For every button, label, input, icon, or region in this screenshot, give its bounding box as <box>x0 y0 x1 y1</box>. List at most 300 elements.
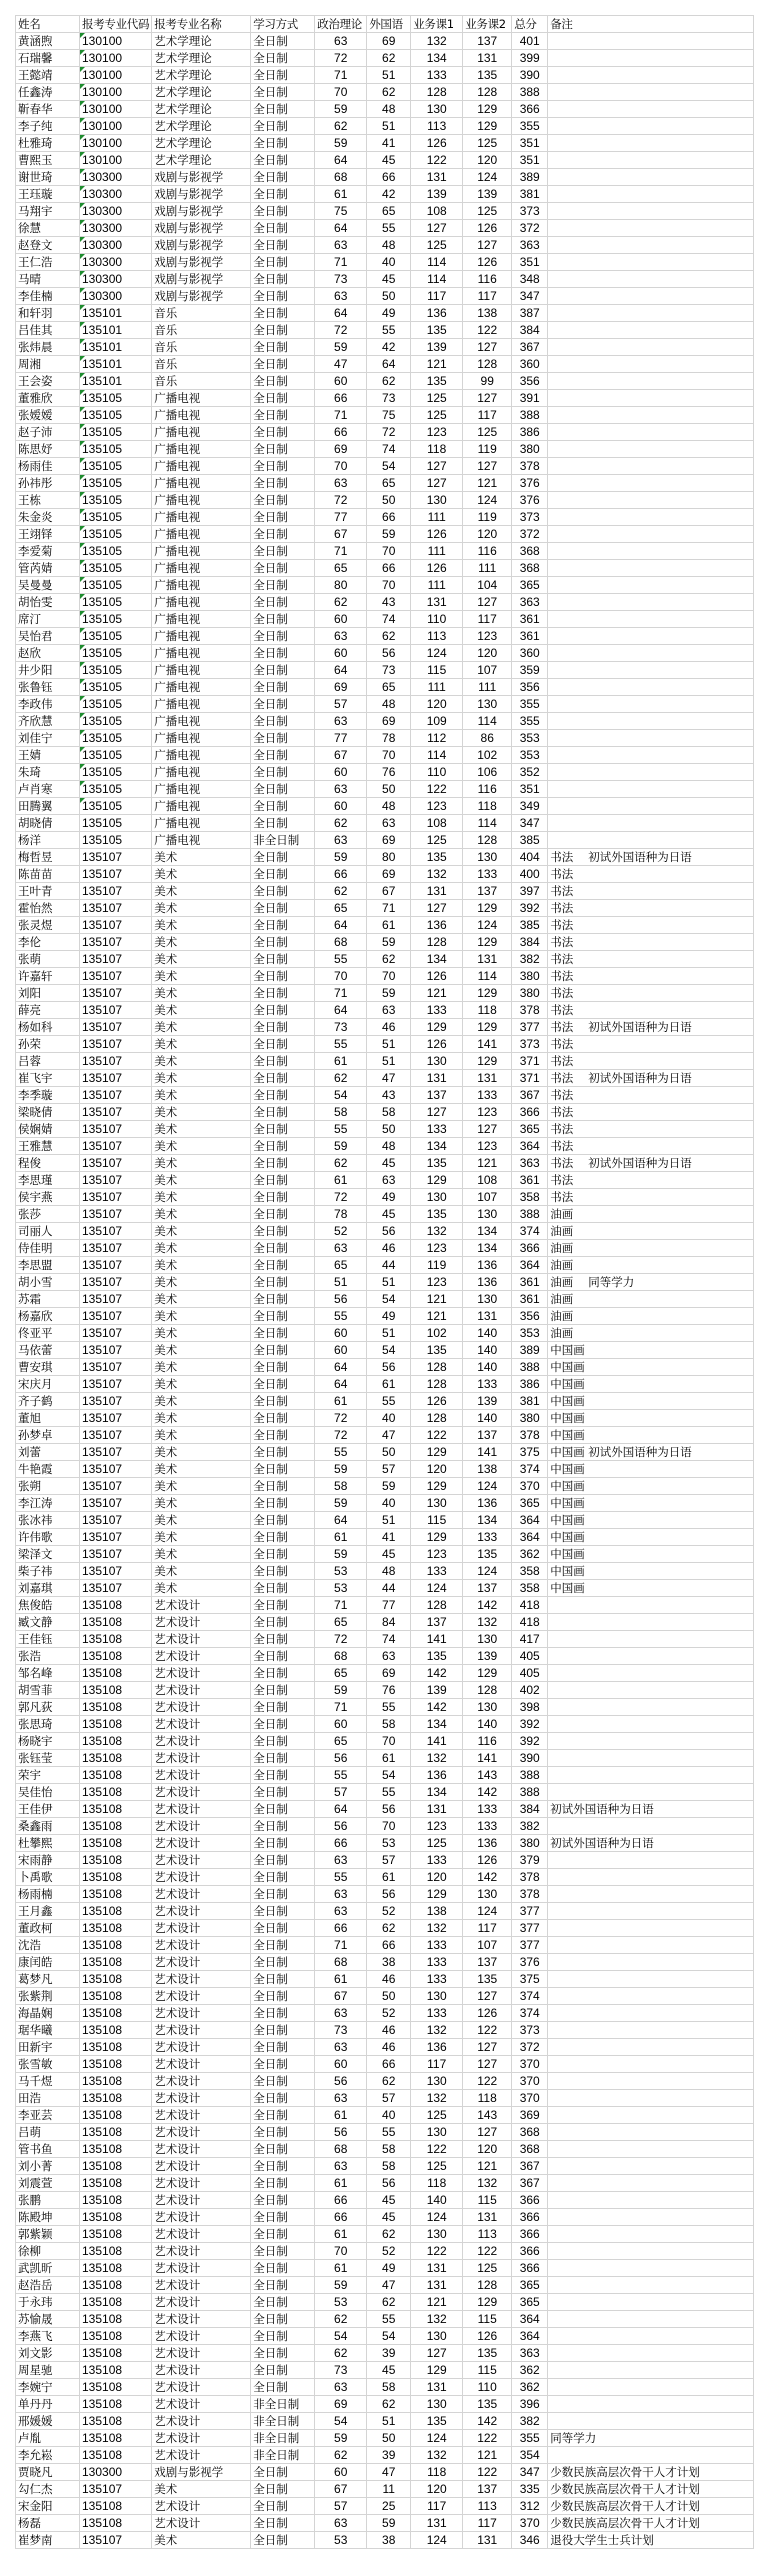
cell-total[interactable]: 374 <box>512 1223 548 1240</box>
cell-course-2[interactable]: 122 <box>463 322 512 339</box>
cell-major-code[interactable]: 135105 <box>80 407 152 424</box>
cell-name[interactable]: 梁晓倩 <box>16 1104 80 1121</box>
cell-foreign-language[interactable]: 58 <box>367 1104 411 1121</box>
cell-foreign-language[interactable]: 57 <box>367 2090 411 2107</box>
cell-course-1[interactable]: 139 <box>411 339 463 356</box>
cell-major-name[interactable]: 美术 <box>152 1410 251 1427</box>
cell-major-name[interactable]: 艺术设计 <box>152 2328 251 2345</box>
cell-politics[interactable]: 63 <box>315 2039 367 2056</box>
cell-name[interactable]: 席汀 <box>16 611 80 628</box>
cell-major-code[interactable]: 135108 <box>80 1988 152 2005</box>
cell-course-1[interactable]: 130 <box>411 2226 463 2243</box>
cell-major-code[interactable]: 135108 <box>80 2413 152 2430</box>
cell-major-name[interactable]: 美术 <box>152 1053 251 1070</box>
cell-remarks[interactable] <box>548 968 754 985</box>
cell-major-code[interactable]: 135107 <box>80 934 152 951</box>
cell-remarks[interactable] <box>548 696 754 713</box>
cell-course-1[interactable]: 137 <box>411 1087 463 1104</box>
cell-major-name[interactable]: 广播电视 <box>152 798 251 815</box>
cell-total[interactable]: 347 <box>512 288 548 305</box>
cell-study-mode[interactable]: 全日制 <box>251 611 315 628</box>
cell-foreign-language[interactable]: 50 <box>367 1121 411 1138</box>
cell-major-code[interactable]: 135108 <box>80 1614 152 1631</box>
cell-remarks[interactable] <box>548 509 754 526</box>
cell-politics[interactable]: 55 <box>315 1121 367 1138</box>
cell-politics[interactable]: 53 <box>315 2294 367 2311</box>
cell-total[interactable]: 384 <box>512 1801 548 1818</box>
cell-major-name[interactable]: 艺术设计 <box>152 1971 251 1988</box>
cell-foreign-language[interactable]: 63 <box>367 1002 411 1019</box>
cell-course-1[interactable]: 133 <box>411 1954 463 1971</box>
cell-course-2[interactable]: 118 <box>463 2090 512 2107</box>
cell-major-name[interactable]: 艺术设计 <box>152 2175 251 2192</box>
cell-course-2[interactable]: 130 <box>463 696 512 713</box>
cell-course-1[interactable]: 135 <box>411 1206 463 1223</box>
cell-foreign-language[interactable]: 45 <box>367 271 411 288</box>
cell-major-code[interactable]: 135107 <box>80 1325 152 1342</box>
cell-major-code[interactable]: 135108 <box>80 1801 152 1818</box>
cell-major-code[interactable]: 135108 <box>80 2209 152 2226</box>
cell-course-1[interactable]: 117 <box>411 288 463 305</box>
cell-remarks[interactable] <box>548 2362 754 2379</box>
cell-remarks[interactable] <box>548 2243 754 2260</box>
cell-name[interactable]: 陈殿坤 <box>16 2209 80 2226</box>
cell-major-code[interactable]: 135108 <box>80 2090 152 2107</box>
cell-total[interactable]: 361 <box>512 1172 548 1189</box>
cell-politics[interactable]: 63 <box>315 2515 367 2532</box>
cell-study-mode[interactable]: 全日制 <box>251 1784 315 1801</box>
cell-remarks[interactable] <box>548 1138 754 1155</box>
cell-politics[interactable]: 69 <box>315 441 367 458</box>
cell-name[interactable]: 刘文影 <box>16 2345 80 2362</box>
cell-name[interactable]: 田腾翼 <box>16 798 80 815</box>
cell-foreign-language[interactable]: 50 <box>367 2430 411 2447</box>
cell-foreign-language[interactable]: 84 <box>367 1614 411 1631</box>
cell-politics[interactable]: 59 <box>315 849 367 866</box>
cell-total[interactable]: 366 <box>512 2192 548 2209</box>
cell-course-2[interactable]: 122 <box>463 2430 512 2447</box>
cell-politics[interactable]: 58 <box>315 1478 367 1495</box>
cell-course-2[interactable]: 143 <box>463 2107 512 2124</box>
cell-course-2[interactable]: 120 <box>463 645 512 662</box>
cell-study-mode[interactable]: 全日制 <box>251 1257 315 1274</box>
cell-remarks[interactable] <box>548 135 754 152</box>
cell-course-2[interactable]: 111 <box>463 560 512 577</box>
cell-major-code[interactable]: 135108 <box>80 1869 152 1886</box>
cell-total[interactable]: 368 <box>512 560 548 577</box>
cell-total[interactable]: 365 <box>512 1495 548 1512</box>
cell-total[interactable]: 400 <box>512 866 548 883</box>
cell-politics[interactable]: 64 <box>315 152 367 169</box>
cell-major-name[interactable]: 广播电视 <box>152 543 251 560</box>
cell-major-name[interactable]: 艺术设计 <box>152 2209 251 2226</box>
cell-course-2[interactable]: 127 <box>463 1121 512 1138</box>
cell-total[interactable]: 391 <box>512 390 548 407</box>
cell-major-name[interactable]: 艺术设计 <box>152 2158 251 2175</box>
cell-remarks[interactable] <box>548 1597 754 1614</box>
cell-foreign-language[interactable]: 56 <box>367 1886 411 1903</box>
cell-total[interactable]: 388 <box>512 1359 548 1376</box>
cell-politics[interactable]: 60 <box>315 1325 367 1342</box>
cell-politics[interactable]: 59 <box>315 135 367 152</box>
cell-name[interactable]: 胡小雪 <box>16 1274 80 1291</box>
cell-remarks[interactable] <box>548 475 754 492</box>
cell-course-1[interactable]: 134 <box>411 1716 463 1733</box>
cell-foreign-language[interactable]: 69 <box>367 713 411 730</box>
cell-study-mode[interactable]: 全日制 <box>251 475 315 492</box>
cell-study-mode[interactable]: 全日制 <box>251 492 315 509</box>
cell-major-name[interactable]: 广播电视 <box>152 645 251 662</box>
cell-name[interactable]: 刘阳 <box>16 985 80 1002</box>
cell-foreign-language[interactable]: 48 <box>367 696 411 713</box>
cell-total[interactable]: 370 <box>512 2073 548 2090</box>
cell-name[interactable]: 张萌 <box>16 951 80 968</box>
cell-name[interactable]: 臧文静 <box>16 1614 80 1631</box>
cell-name[interactable]: 吕萌 <box>16 2124 80 2141</box>
cell-politics[interactable]: 70 <box>315 458 367 475</box>
cell-foreign-language[interactable]: 49 <box>367 305 411 322</box>
cell-course-2[interactable]: 127 <box>463 1988 512 2005</box>
cell-remarks[interactable] <box>548 1036 754 1053</box>
cell-major-code[interactable]: 135105 <box>80 543 152 560</box>
cell-name[interactable]: 郭凡荻 <box>16 1699 80 1716</box>
cell-name[interactable]: 曹安琪 <box>16 1359 80 1376</box>
cell-major-code[interactable]: 135108 <box>80 2515 152 2532</box>
cell-course-1[interactable]: 126 <box>411 560 463 577</box>
cell-major-code[interactable]: 135107 <box>80 883 152 900</box>
cell-politics[interactable]: 68 <box>315 169 367 186</box>
cell-remarks[interactable] <box>548 1886 754 1903</box>
cell-major-name[interactable]: 戏剧与影视学 <box>152 169 251 186</box>
cell-course-1[interactable]: 139 <box>411 1682 463 1699</box>
cell-study-mode[interactable]: 全日制 <box>251 645 315 662</box>
cell-remarks[interactable] <box>548 1053 754 1070</box>
cell-name[interactable]: 牛艳霞 <box>16 1461 80 1478</box>
cell-remarks[interactable] <box>548 1767 754 1784</box>
cell-foreign-language[interactable]: 74 <box>367 441 411 458</box>
cell-remarks[interactable] <box>548 84 754 101</box>
cell-course-2[interactable]: 107 <box>463 1189 512 1206</box>
cell-total[interactable]: 379 <box>512 1852 548 1869</box>
cell-remarks[interactable] <box>548 2379 754 2396</box>
cell-name[interactable]: 胡晓倩 <box>16 815 80 832</box>
cell-course-2[interactable]: 124 <box>463 169 512 186</box>
cell-major-name[interactable]: 戏剧与影视学 <box>152 288 251 305</box>
cell-course-1[interactable]: 131 <box>411 169 463 186</box>
cell-politics[interactable]: 64 <box>315 1359 367 1376</box>
cell-study-mode[interactable]: 全日制 <box>251 798 315 815</box>
cell-foreign-language[interactable]: 76 <box>367 1682 411 1699</box>
cell-course-2[interactable]: 121 <box>463 1155 512 1172</box>
cell-name[interactable]: 石瑞馨 <box>16 50 80 67</box>
cell-name[interactable]: 张鹏 <box>16 2192 80 2209</box>
cell-politics[interactable]: 63 <box>315 781 367 798</box>
cell-remarks[interactable] <box>548 764 754 781</box>
cell-foreign-language[interactable]: 50 <box>367 1988 411 2005</box>
cell-foreign-language[interactable]: 55 <box>367 1393 411 1410</box>
cell-major-code[interactable]: 135105 <box>80 424 152 441</box>
cell-major-name[interactable]: 美术 <box>152 883 251 900</box>
cell-foreign-language[interactable]: 70 <box>367 577 411 594</box>
cell-major-name[interactable]: 戏剧与影视学 <box>152 203 251 220</box>
cell-remarks[interactable] <box>548 1648 754 1665</box>
cell-name[interactable]: 赵子沛 <box>16 424 80 441</box>
cell-major-name[interactable]: 艺术设计 <box>152 1869 251 1886</box>
cell-foreign-language[interactable]: 66 <box>367 560 411 577</box>
cell-name[interactable]: 宋庆月 <box>16 1376 80 1393</box>
cell-total[interactable]: 351 <box>512 781 548 798</box>
cell-major-code[interactable]: 135105 <box>80 628 152 645</box>
cell-total[interactable]: 365 <box>512 2277 548 2294</box>
cell-course-1[interactable]: 130 <box>411 492 463 509</box>
cell-name[interactable]: 刘小菁 <box>16 2158 80 2175</box>
cell-course-2[interactable]: 127 <box>463 339 512 356</box>
cell-politics[interactable]: 67 <box>315 1988 367 2005</box>
cell-major-name[interactable]: 广播电视 <box>152 747 251 764</box>
cell-course-2[interactable]: 131 <box>463 951 512 968</box>
cell-remarks[interactable] <box>548 2056 754 2073</box>
cell-major-code[interactable]: 135108 <box>80 2005 152 2022</box>
cell-course-1[interactable]: 129 <box>411 1019 463 1036</box>
cell-course-2[interactable]: 115 <box>463 2362 512 2379</box>
cell-major-name[interactable]: 艺术设计 <box>152 2073 251 2090</box>
cell-major-code[interactable]: 135107 <box>80 1308 152 1325</box>
cell-foreign-language[interactable]: 65 <box>367 679 411 696</box>
cell-course-1[interactable]: 135 <box>411 322 463 339</box>
cell-study-mode[interactable]: 非全日制 <box>251 2430 315 2447</box>
cell-course-1[interactable]: 111 <box>411 543 463 560</box>
cell-major-name[interactable]: 戏剧与影视学 <box>152 2464 251 2481</box>
cell-course-1[interactable]: 135 <box>411 2413 463 2430</box>
cell-course-2[interactable]: 137 <box>463 1580 512 1597</box>
cell-major-name[interactable]: 美术 <box>152 968 251 985</box>
cell-course-2[interactable]: 119 <box>463 509 512 526</box>
cell-major-name[interactable]: 美术 <box>152 1325 251 1342</box>
cell-name[interactable]: 侯宇燕 <box>16 1189 80 1206</box>
cell-name[interactable]: 焦俊皓 <box>16 1597 80 1614</box>
cell-remarks[interactable] <box>548 1206 754 1223</box>
cell-course-1[interactable]: 123 <box>411 1546 463 1563</box>
cell-foreign-language[interactable]: 11 <box>367 2481 411 2498</box>
cell-remarks[interactable] <box>548 900 754 917</box>
cell-major-code[interactable]: 135108 <box>80 2192 152 2209</box>
cell-politics[interactable]: 56 <box>315 2124 367 2141</box>
cell-politics[interactable]: 55 <box>315 1036 367 1053</box>
cell-politics[interactable]: 65 <box>315 560 367 577</box>
cell-foreign-language[interactable]: 69 <box>367 33 411 50</box>
cell-foreign-language[interactable]: 56 <box>367 1801 411 1818</box>
cell-total[interactable]: 358 <box>512 1189 548 1206</box>
cell-major-name[interactable]: 戏剧与影视学 <box>152 237 251 254</box>
cell-study-mode[interactable]: 全日制 <box>251 1053 315 1070</box>
cell-study-mode[interactable]: 全日制 <box>251 951 315 968</box>
cell-major-name[interactable]: 美术 <box>152 1019 251 1036</box>
cell-remarks[interactable] <box>548 1954 754 1971</box>
cell-total[interactable]: 377 <box>512 1920 548 1937</box>
cell-name[interactable]: 张紫荆 <box>16 1988 80 2005</box>
cell-major-name[interactable]: 艺术设计 <box>152 1835 251 1852</box>
cell-course-2[interactable]: 124 <box>463 1563 512 1580</box>
cell-name[interactable]: 任鑫涛 <box>16 84 80 101</box>
cell-major-name[interactable]: 音乐 <box>152 373 251 390</box>
header-name[interactable]: 姓名 <box>16 16 80 33</box>
cell-course-2[interactable]: 135 <box>463 2396 512 2413</box>
cell-major-code[interactable]: 130300 <box>80 169 152 186</box>
cell-study-mode[interactable]: 全日制 <box>251 441 315 458</box>
cell-major-code[interactable]: 135108 <box>80 1597 152 1614</box>
cell-course-1[interactable]: 131 <box>411 594 463 611</box>
cell-remarks[interactable] <box>548 1223 754 1240</box>
cell-politics[interactable]: 71 <box>315 1699 367 1716</box>
cell-course-2[interactable]: 133 <box>463 1087 512 1104</box>
header-major-name[interactable]: 报考专业名称 <box>152 16 251 33</box>
cell-remarks[interactable] <box>548 1274 754 1291</box>
cell-name[interactable]: 葛梦凡 <box>16 1971 80 1988</box>
cell-name[interactable]: 刘嘉琪 <box>16 1580 80 1597</box>
cell-study-mode[interactable]: 全日制 <box>251 1648 315 1665</box>
cell-study-mode[interactable]: 全日制 <box>251 1002 315 1019</box>
cell-name[interactable]: 孙荣 <box>16 1036 80 1053</box>
cell-politics[interactable]: 77 <box>315 509 367 526</box>
cell-major-code[interactable]: 135107 <box>80 866 152 883</box>
cell-remarks[interactable] <box>548 118 754 135</box>
cell-major-code[interactable]: 135105 <box>80 611 152 628</box>
cell-major-name[interactable]: 音乐 <box>152 305 251 322</box>
cell-total[interactable]: 373 <box>512 509 548 526</box>
cell-total[interactable]: 371 <box>512 1070 548 1087</box>
cell-course-2[interactable]: 114 <box>463 713 512 730</box>
cell-major-code[interactable]: 135108 <box>80 2379 152 2396</box>
cell-major-name[interactable]: 艺术设计 <box>152 1920 251 1937</box>
cell-politics[interactable]: 62 <box>315 118 367 135</box>
cell-study-mode[interactable]: 全日制 <box>251 2481 315 2498</box>
cell-total[interactable]: 351 <box>512 254 548 271</box>
cell-major-code[interactable]: 135108 <box>80 1852 152 1869</box>
cell-remarks[interactable] <box>548 1512 754 1529</box>
cell-politics[interactable]: 66 <box>315 390 367 407</box>
cell-name[interactable]: 张思琦 <box>16 1716 80 1733</box>
cell-course-2[interactable]: 141 <box>463 1444 512 1461</box>
cell-name[interactable]: 荣宇 <box>16 1767 80 1784</box>
cell-remarks[interactable] <box>548 543 754 560</box>
cell-foreign-language[interactable]: 48 <box>367 1138 411 1155</box>
cell-major-code[interactable]: 135108 <box>80 1648 152 1665</box>
cell-study-mode[interactable]: 全日制 <box>251 2328 315 2345</box>
cell-remarks[interactable] <box>548 1716 754 1733</box>
cell-study-mode[interactable]: 全日制 <box>251 1801 315 1818</box>
cell-study-mode[interactable]: 全日制 <box>251 458 315 475</box>
cell-study-mode[interactable]: 全日制 <box>251 560 315 577</box>
cell-remarks[interactable] <box>548 1478 754 1495</box>
cell-foreign-language[interactable]: 56 <box>367 2175 411 2192</box>
cell-politics[interactable]: 59 <box>315 1138 367 1155</box>
cell-remarks[interactable] <box>548 2396 754 2413</box>
cell-politics[interactable]: 64 <box>315 305 367 322</box>
cell-major-name[interactable]: 艺术学理论 <box>152 33 251 50</box>
cell-major-name[interactable]: 艺术设计 <box>152 1682 251 1699</box>
cell-remarks[interactable] <box>548 1665 754 1682</box>
cell-major-code[interactable]: 130100 <box>80 84 152 101</box>
cell-course-1[interactable]: 117 <box>411 2056 463 2073</box>
cell-politics[interactable]: 66 <box>315 424 367 441</box>
cell-study-mode[interactable]: 全日制 <box>251 1104 315 1121</box>
cell-major-code[interactable]: 135105 <box>80 662 152 679</box>
cell-name[interactable]: 杨晓宇 <box>16 1733 80 1750</box>
cell-name[interactable]: 刘蕾 <box>16 1444 80 1461</box>
cell-total[interactable]: 376 <box>512 475 548 492</box>
cell-remarks[interactable] <box>548 2311 754 2328</box>
cell-remarks[interactable] <box>548 2022 754 2039</box>
cell-politics[interactable]: 62 <box>315 815 367 832</box>
cell-major-code[interactable]: 135107 <box>80 1121 152 1138</box>
cell-course-2[interactable]: 138 <box>463 1461 512 1478</box>
cell-name[interactable]: 梅哲昱 <box>16 849 80 866</box>
cell-total[interactable]: 356 <box>512 373 548 390</box>
cell-major-code[interactable]: 135108 <box>80 1937 152 1954</box>
cell-course-2[interactable]: 116 <box>463 1733 512 1750</box>
cell-remarks[interactable] <box>548 730 754 747</box>
cell-politics[interactable]: 51 <box>315 1274 367 1291</box>
cell-remarks[interactable] <box>548 390 754 407</box>
cell-study-mode[interactable]: 全日制 <box>251 254 315 271</box>
cell-course-1[interactable]: 111 <box>411 679 463 696</box>
cell-remarks[interactable] <box>548 2481 754 2498</box>
cell-major-name[interactable]: 美术 <box>152 849 251 866</box>
cell-study-mode[interactable]: 全日制 <box>251 1733 315 1750</box>
cell-study-mode[interactable]: 全日制 <box>251 1886 315 1903</box>
cell-name[interactable]: 李亚芸 <box>16 2107 80 2124</box>
cell-course-1[interactable]: 140 <box>411 2192 463 2209</box>
cell-foreign-language[interactable]: 55 <box>367 1699 411 1716</box>
cell-name[interactable]: 李伦 <box>16 934 80 951</box>
cell-foreign-language[interactable]: 51 <box>367 1274 411 1291</box>
cell-course-2[interactable]: 126 <box>463 1852 512 1869</box>
cell-remarks[interactable] <box>548 832 754 849</box>
cell-remarks[interactable] <box>548 1410 754 1427</box>
cell-study-mode[interactable]: 全日制 <box>251 2039 315 2056</box>
cell-major-name[interactable]: 美术 <box>152 1478 251 1495</box>
cell-name[interactable]: 吴曼曼 <box>16 577 80 594</box>
cell-remarks[interactable] <box>548 1002 754 1019</box>
cell-study-mode[interactable]: 全日制 <box>251 900 315 917</box>
cell-foreign-language[interactable]: 54 <box>367 1767 411 1784</box>
cell-remarks[interactable] <box>548 2226 754 2243</box>
cell-total[interactable]: 370 <box>512 1478 548 1495</box>
cell-study-mode[interactable]: 全日制 <box>251 1920 315 1937</box>
cell-major-code[interactable]: 135105 <box>80 764 152 781</box>
cell-remarks[interactable] <box>548 2515 754 2532</box>
cell-major-name[interactable]: 美术 <box>152 1206 251 1223</box>
cell-major-code[interactable]: 135108 <box>80 1818 152 1835</box>
cell-study-mode[interactable]: 全日制 <box>251 2073 315 2090</box>
cell-major-code[interactable]: 135107 <box>80 900 152 917</box>
cell-remarks[interactable] <box>548 1580 754 1597</box>
cell-foreign-language[interactable]: 63 <box>367 1648 411 1665</box>
cell-major-code[interactable]: 135108 <box>80 2056 152 2073</box>
cell-total[interactable]: 366 <box>512 1240 548 1257</box>
cell-study-mode[interactable]: 全日制 <box>251 1665 315 1682</box>
cell-study-mode[interactable]: 全日制 <box>251 815 315 832</box>
cell-major-code[interactable]: 135107 <box>80 2481 152 2498</box>
cell-major-code[interactable]: 135107 <box>80 1206 152 1223</box>
cell-course-1[interactable]: 112 <box>411 730 463 747</box>
cell-major-name[interactable]: 广播电视 <box>152 628 251 645</box>
cell-major-code[interactable]: 135105 <box>80 832 152 849</box>
cell-course-2[interactable]: 131 <box>463 1308 512 1325</box>
cell-course-2[interactable]: 140 <box>463 1716 512 1733</box>
cell-major-code[interactable]: 135108 <box>80 1699 152 1716</box>
cell-course-1[interactable]: 133 <box>411 2005 463 2022</box>
